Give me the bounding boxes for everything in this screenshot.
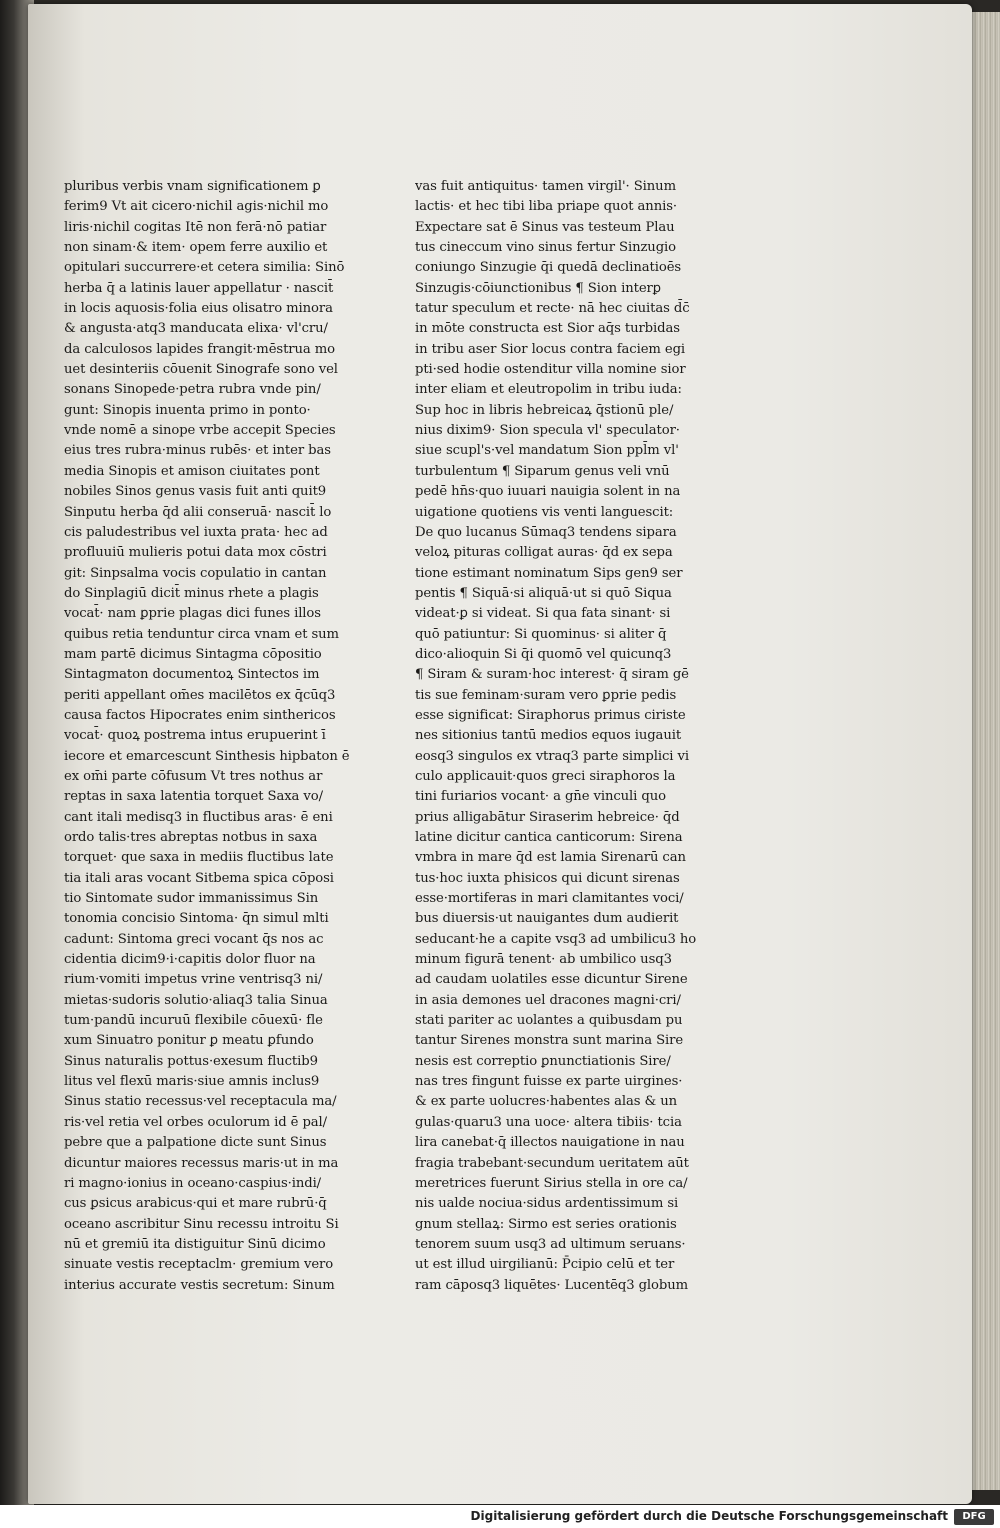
text-line: bus diuersis·ut nauigantes dum audierit: [415, 911, 679, 927]
text-line: videat·ꝑ si videat. Si qua fata sinant· si: [415, 606, 671, 622]
text-line: in locis aquosis·folia eius olisatro minora: [64, 301, 333, 317]
text-line: pebre que a palpatione dicte sunt Sinus: [64, 1135, 327, 1151]
text-line: ut est illud uirgilianū: P̄cipio celū et ter: [415, 1257, 675, 1273]
text-line: veloꝝ pituras colligat auras· q̄d ex sepa: [415, 545, 673, 561]
text-line: nū et gremiū ita distiguitur Sinū dicimo: [64, 1236, 326, 1252]
funding-credit: Digitalisierung gefördert durch die Deutsche Forschungsgemeinschaft: [470, 1509, 948, 1523]
left-text-column: [64, 177, 364, 1296]
text-line: Sintagmaton documentoꝝ Sintectos im: [64, 667, 320, 683]
text-line: De quo lucanus Sūmaq3 tendens sipara: [415, 524, 677, 540]
text-line: inter eliam et eleutropolim in tribu iuda:: [415, 382, 682, 398]
text-line: & angusta·atq3 manducata elixa· vl'cru/: [64, 321, 328, 337]
text-line: litus vel flexū maris·siue amnis inclus9: [64, 1074, 320, 1090]
text-line: Sup hoc in libris hebreicaꝝ q̄stionū ple/: [415, 402, 674, 418]
text-line: opitulari succurrere·et cetera similia: Sinō: [64, 260, 345, 276]
text-line: sonans Sinopede·petra rubra vnde pin/: [64, 382, 321, 398]
text-line: tum·pandū incuruū flexibile cōuexū· fle: [64, 1013, 323, 1029]
text-line: oceano ascribitur Sinu recessu introitu Si: [64, 1216, 339, 1232]
text-line: ris·vel retia vel orbes oculorum id ē pal/: [64, 1114, 328, 1130]
text-line: xum Sinuatro ponitur ꝑ meatu ꝑfundo: [64, 1033, 314, 1049]
text-line: liris·nichil cogitas Itē non ferā·nō patiar: [64, 219, 327, 235]
text-line: uet desinteriis cōuenit Sinografe sono vel: [64, 362, 338, 378]
text-line: gunt: Sinopis inuenta primo in ponto·: [64, 402, 311, 418]
digitization-footer: [0, 1505, 1000, 1528]
text-line: tis sue feminam·suram vero ꝑprie pedis: [415, 687, 677, 703]
text-line: pluribus verbis vnam significationem ꝑ: [64, 179, 321, 194]
text-line: eosq3 singulos ex vtraq3 parte simplici vi: [415, 748, 689, 764]
text-line: ri magno·ionius in oceano·caspius·indi/: [64, 1175, 322, 1191]
text-line: rium·vomiti impetus vrine ventrisq3 ni/: [64, 972, 323, 988]
text-line: in tribu aser Sior locus contra faciem egi: [415, 341, 686, 357]
text-line: ram cāposq3 liquētes· Lucentēq3 globum: [415, 1277, 689, 1293]
text-line: tenorem suum usq3 ad ultimum seruans·: [415, 1236, 686, 1252]
text-line: minum figurā tenent· ab umbilico usq3: [415, 952, 672, 968]
text-line: esse·mortiferas in mari clamitantes voci/: [415, 891, 684, 907]
text-line: tatur speculum et recte· nā hec ciuitas d̄c̄: [415, 301, 690, 317]
text-line: stati pariter ac uolantes a quibusdam pu: [415, 1013, 683, 1029]
text-line: interius accurate vestis secretum: Sinum: [64, 1277, 335, 1293]
text-line: profluuiū mulieris potui data mox cōstri: [64, 545, 327, 561]
text-line: coniungo Sinzugie q̄i quedā declinatioēs: [415, 260, 682, 276]
text-line: causa factos Hipocrates enim sinthericos: [64, 707, 336, 723]
text-line: Sinzugis·cōiunctionibus ¶ Sion interꝑ: [415, 280, 662, 296]
text-line: ad caudam uolatiles esse dicuntur Sirene: [415, 972, 688, 988]
text-line: meretrices fuerunt Sirius stella in ore ca/: [415, 1175, 688, 1191]
text-line: vas fuit antiquitus· tamen virgil'· Sinum: [415, 179, 676, 194]
text-line: uigatione quotiens vis venti languescit:: [415, 504, 674, 520]
text-line: prius alligabātur Siraserim hebreice· q̄d: [415, 809, 680, 825]
text-line: seducant·he a capite vsq3 ad umbilicu3 ho: [415, 931, 697, 947]
text-line: mietas·sudoris solutio·aliaq3 talia Sinua: [64, 992, 328, 1008]
text-line: nius dixim9· Sion specula vl' speculator·: [415, 423, 680, 439]
text-line: pti·sed hodie ostenditur villa nomine sior: [415, 362, 686, 378]
text-line: culo applicauit·quos greci siraphoros la: [415, 768, 676, 784]
text-line: mam partē dicimus Sintagma cōpositio: [64, 646, 322, 662]
right-text-column: [415, 177, 715, 1296]
text-line: ¶ Siram & suram·hoc interest· q̄ siram gē: [415, 667, 689, 683]
text-line: gulas·quaru3 una uoce· altera tibiis· tcia: [415, 1114, 682, 1130]
text-line: Sinus naturalis pottus·exesum fluctib9: [64, 1053, 318, 1069]
text-line: tini furiarios vocant· a gn̄e vinculi quo: [415, 789, 666, 805]
text-line: eius tres rubra·minus rubēs· et inter bas: [64, 443, 331, 459]
text-line: pentis ¶ Siquā·si aliquā·ut si quō Siqua: [415, 585, 672, 601]
text-line: vmbra in mare q̄d est lamia Sirenarū can: [415, 850, 686, 866]
text-line: ordo talis·tres abreptas notbus in saxa: [64, 830, 318, 845]
text-line: tonomia concisio Sintoma· q̄n simul mlti: [64, 911, 329, 927]
text-line: siue scupl's·vel mandatum Sion ppl̄m vl': [415, 443, 679, 459]
text-line: tantur Sirenes monstra sunt marina Sire: [415, 1033, 684, 1049]
text-line: nesis est correptio ꝑnunctiationis Sire/: [415, 1053, 671, 1069]
text-line: non sinam·& item· opem ferre auxilio et: [64, 240, 328, 256]
text-line: cadunt: Sintoma greci vocant q̄s nos ac: [64, 931, 324, 947]
text-line: periti appellant om̄es macilētos ex q̄cūq3: [64, 687, 336, 703]
text-line: tio Sintomate sudor immanissimus Sin: [64, 891, 319, 907]
text-line: tus·hoc iuxta phisicos qui dicunt sirenas: [415, 870, 680, 886]
text-line: reptas in saxa latentia torquet Saxa vo/: [64, 789, 323, 805]
text-line: gnum stellaꝝ: Sirmo est series orationis: [415, 1216, 677, 1232]
text-line: in asia demones uel dracones magni·cri/: [415, 992, 681, 1008]
text-line: dicuntur maiores recessus maris·ut in ma: [64, 1155, 339, 1171]
text-line: vocat̄· quoꝝ postrema intus erupuerint ī: [64, 728, 326, 744]
text-line: esse significat: Siraphorus primus ciriste: [415, 707, 686, 723]
text-line: tus cineccum vino sinus fertur Sinzugio: [415, 240, 677, 256]
text-line: tione estimant nominatum Sips gen9 ser: [415, 565, 683, 581]
text-line: quibus retia tenduntur circa vnam et sum: [64, 626, 339, 642]
text-line: in mōte constructa est Sior aq̄s turbidas: [415, 321, 680, 337]
text-line: media Sinopis et amison ciuitates pont: [64, 463, 320, 479]
text-line: git: Sinpsalma vocis copulatio in cantan: [64, 565, 327, 581]
text-line: turbulentum ¶ Siparum genus veli vnū: [415, 463, 670, 479]
text-line: vocat̄· nam ꝑprie plagas dici funes illos: [64, 606, 321, 622]
text-line: & ex parte uolucres·habentes alas & un: [415, 1094, 678, 1110]
text-line: cus ꝑsicus arabicus·qui et mare rubrū·q̄: [64, 1196, 327, 1212]
text-line: Sinputu herba q̄d alii conseruā· nascit̄ lo: [64, 504, 332, 520]
text-line: lira canebat·q̄ illectos nauigatione in nau: [415, 1135, 685, 1151]
text-line: Expectare sat ē Sinus vas testeum Plau: [415, 219, 675, 235]
text-line: nes sitionius tantū medios equos iugauit: [415, 728, 682, 744]
text-line: tia itali aras vocant Sitbema spica cōposi: [64, 870, 334, 886]
text-line: torquet· que saxa in mediis fluctibus late: [64, 850, 334, 866]
text-line: nobiles Sinos genus vasis fuit anti quit9: [64, 484, 327, 500]
text-line: vnde nomē a sinope vrbe accepit Species: [64, 423, 336, 439]
text-line: nis ualde nociua·sidus ardentissimum si: [415, 1196, 679, 1212]
text-line: sinuate vestis receptaclm· gremium vero: [64, 1257, 334, 1273]
dfg-logo-icon: DFG: [954, 1509, 994, 1525]
text-line: da calculosos lapides frangit·mēstrua mo: [64, 341, 335, 357]
text-line: herba q̄ a latinis lauer appellatur · nascit̄: [64, 280, 334, 296]
text-line: cidentia dicim9·i·capitis dolor fluor na: [64, 952, 316, 968]
text-line: Sinus statio recessus·vel receptacula ma/: [64, 1094, 337, 1110]
text-line: fragia trabebant·secundum ueritatem aūt: [415, 1155, 689, 1171]
text-line: nas tres fingunt fuisse ex parte uirgines·: [415, 1074, 683, 1090]
text-line: do Sinplagiū dicit̄ minus rhete a plagis: [64, 585, 319, 601]
text-line: dico·alioquin Si q̄i quomō vel quicunq3: [415, 646, 672, 662]
text-line: ferim9 Vt ait cicero·nichil agis·nichil mo: [64, 199, 329, 215]
text-line: iecore et emarcescunt Sinthesis hipbaton ē: [64, 748, 350, 764]
text-line: cis paludestribus vel iuxta prata· hec ad: [64, 524, 328, 540]
text-line: cant itali medisq3 in fluctibus aras· ē eni: [64, 809, 333, 825]
text-line: quō patiuntur: Si quominus· si aliter q̄: [415, 626, 667, 642]
text-line: ex om̄i parte cōfusum Vt tres nothus ar: [64, 768, 323, 784]
text-line: latine dicitur cantica canticorum: Sirena: [415, 830, 683, 845]
text-line: lactis· et hec tibi liba priape quot annis·: [415, 199, 677, 215]
text-line: pedē hn̄s·quo iuuari nauigia solent in na: [415, 484, 681, 500]
